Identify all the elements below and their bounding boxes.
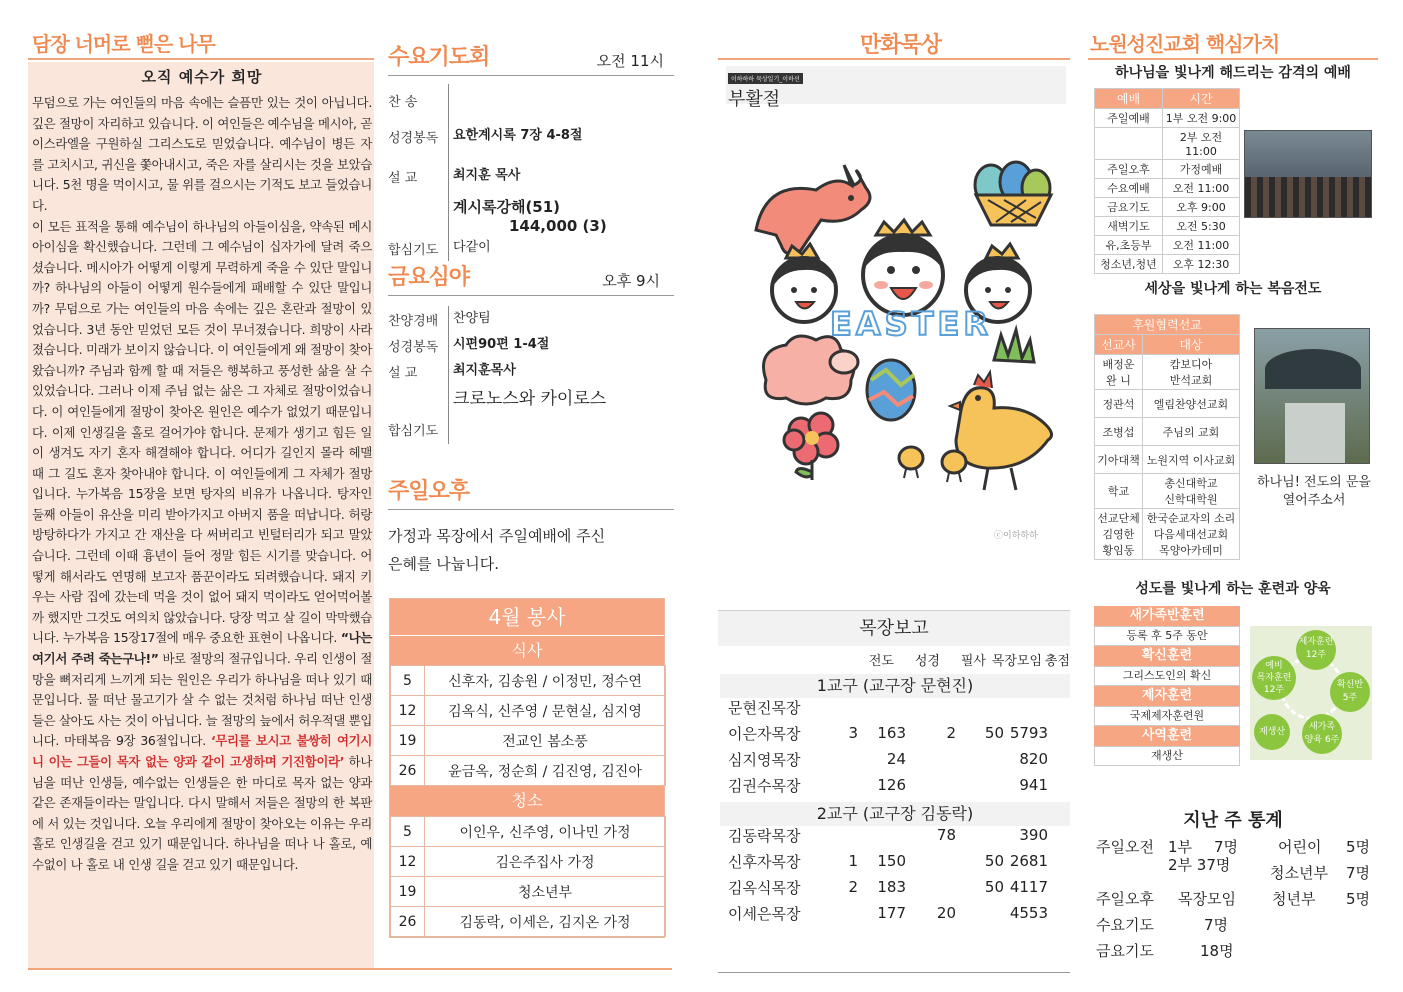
report-value: 50 <box>984 852 1004 870</box>
report-value: 50 <box>984 724 1004 742</box>
worship-type: 새벽기도 <box>1095 217 1163 236</box>
value3-title: 성도를 빛나게 하는 훈련과 양육 <box>1135 581 1331 597</box>
row-value: 찬양팀 <box>448 306 491 332</box>
stat-label: 금요기도 <box>1096 942 1154 960</box>
group-name: 김권수목장 <box>728 776 801 795</box>
stat-value: 7명 <box>1204 916 1229 934</box>
fri-service <box>388 260 674 444</box>
report-row <box>728 900 1064 926</box>
report-value: 390 <box>1019 826 1048 844</box>
stat-label: 주일오후 <box>1096 890 1154 908</box>
cycle-node: 제자훈련 12주 <box>1296 630 1336 670</box>
training-item: 국제제자훈련원 <box>1094 706 1240 726</box>
caption-line: 열어주소서 <box>1282 493 1346 508</box>
row-label: 합심기도 <box>388 423 439 439</box>
training-head: 확신훈련 <box>1094 646 1240 666</box>
easter-illustration <box>726 140 1066 550</box>
meal-head: 식사 <box>390 635 664 665</box>
stat-label: 청년부 <box>1272 890 1316 908</box>
report-value: 2681 <box>1009 852 1048 870</box>
report-row <box>728 720 1064 746</box>
schedule-date: 19 <box>391 726 425 756</box>
stat-label: 1부 <box>1168 838 1193 856</box>
training-head: 제자훈련 <box>1094 686 1240 706</box>
mission-row <box>1095 446 1240 474</box>
cartoon-header <box>726 66 1066 110</box>
report-value: 941 <box>1019 776 1048 794</box>
group-name: 김동락목장 <box>728 826 801 845</box>
stat-value: 18명 <box>1200 942 1234 960</box>
report-value: 163 <box>877 724 906 742</box>
training-cycle <box>1250 626 1372 760</box>
sun-title: 주일오후 <box>388 479 470 504</box>
fri-time: 오후 9시 <box>602 272 660 290</box>
worship-time: 오전 11:00 <box>1163 236 1240 255</box>
schedule-row <box>391 666 666 696</box>
schedule-row <box>391 907 666 937</box>
divider <box>718 58 1070 60</box>
schedule-names: 윤금옥, 정순희 / 김진영, 김진아 <box>425 756 666 786</box>
report-value: 78 <box>936 826 956 844</box>
group-name: 신후자목장 <box>728 852 801 871</box>
report-value: 24 <box>886 750 906 768</box>
wed-sermon-sub: 144,000 (3) <box>509 217 607 235</box>
fri-row-reading <box>388 332 674 358</box>
divider <box>388 75 674 76</box>
row-label: 성경봉독 <box>388 339 439 355</box>
mission-table <box>1094 314 1240 560</box>
cartoon-title: 만화묵상 <box>860 33 942 58</box>
divider <box>388 295 674 296</box>
wed-title: 수요기도회 <box>388 45 490 70</box>
fri-sermon-title: 크로노스와 카이로스 <box>448 384 606 414</box>
worship-type: 주일오후 <box>1095 160 1163 179</box>
worship-row <box>1095 128 1240 160</box>
mission-head: 후원협력선교 <box>1095 315 1240 335</box>
sun-pm-service <box>388 474 674 578</box>
sun-text-2: 은혜를 나눕니다. <box>388 555 499 573</box>
article-text-3: 하나님을 떠난 인생들, 예수없는 인생들은 한 마디로 목자 없는 양과 같은 존재들이라는 말입니다. 다시 말해서 저들은 절망의 한 복판에 서 있는 것입니다. 오늘 우리에게 절망이 찾아오는 이유는 우리 홀로 인생길을 걷고 있기 때문입니다. 하나님을 떠나 나 홀로, 예수없이 나 홀로 내 인생 길을 걷고 있기 때문입니다. <box>32 754 372 872</box>
mission-target: 엘림찬양선교회 <box>1143 390 1240 418</box>
training-item: 재생산 <box>1094 746 1240 766</box>
report-value: 20 <box>936 904 956 922</box>
mission-target: 노원지역 이사교회 <box>1143 446 1240 474</box>
article-body <box>32 93 372 876</box>
schedule-date: 26 <box>391 907 425 937</box>
schedule-names: 김동락, 이세은, 김지온 가정 <box>425 907 666 937</box>
worship-time: 가정예배 <box>1163 160 1240 179</box>
evangelism-caption <box>1244 474 1384 510</box>
worship-type: 주일예배 <box>1095 109 1163 128</box>
worship-type: 금요기도 <box>1095 198 1163 217</box>
row-value: 최지훈 목사 <box>448 156 520 196</box>
worship-time: 오전 5:30 <box>1163 217 1240 236</box>
worship-table <box>1094 88 1240 274</box>
mission-col-head: 대상 <box>1143 335 1240 355</box>
stat-label: 청소년부 <box>1270 864 1328 882</box>
report-row <box>728 848 1064 874</box>
wed-service <box>388 40 674 261</box>
fri-row-praise <box>388 306 674 332</box>
evangelism-photo <box>1254 328 1370 464</box>
stat-value: 2부 37명 <box>1168 856 1231 874</box>
fri-title: 금요심야 <box>388 265 470 290</box>
article-text-2: 바로 절망의 절규입니다. 우리 인생이 절망을 뼈저리게 느끼게 되는 원인은 우리가 하나님을 떠나 있기 때문입니다. 물 떠난 물고기가 살 수 없는 것처럼 하나님 떠난 인생들은 살아도 사는 것이 아닙니다. 늘 절망의 늪에서 허우적댈 뿐입니다. 마태복음 9장 36절입니다. <box>32 651 372 749</box>
report-row <box>728 746 1064 772</box>
schedule-date: 12 <box>391 696 425 726</box>
missionary: 정관석 <box>1095 390 1143 418</box>
row-label: 설 교 <box>388 170 418 186</box>
schedule-names: 신후자, 김송원 / 이정민, 정수연 <box>425 666 666 696</box>
row-value: 시편90편 1-4절 <box>448 332 549 358</box>
schedule-names: 김은주집사 가정 <box>425 847 666 877</box>
worship-row <box>1095 160 1240 179</box>
training-item: 그리스도인의 확신 <box>1094 666 1240 686</box>
wed-row-reading <box>388 116 674 156</box>
group2-rows <box>728 822 1064 926</box>
sun-text-1: 가정과 목장에서 주일예배에 주신 <box>388 527 606 545</box>
worship-type: 수요예배 <box>1095 179 1163 198</box>
rabbit-icon <box>756 165 870 254</box>
missionary: 기아대책 <box>1095 446 1143 474</box>
value1-title: 하나님을 빛나게 해드리는 감격의 예배 <box>1115 65 1351 81</box>
worship-row <box>1095 255 1240 274</box>
row-value <box>448 84 453 116</box>
group-name: 심지영목장 <box>728 750 801 769</box>
service-schedule <box>389 598 665 938</box>
schedule-row <box>391 877 666 907</box>
schedule-date: 12 <box>391 847 425 877</box>
stat-value: 7명 <box>1346 864 1371 882</box>
hen-icon <box>950 372 1052 490</box>
row-label: 찬양경배 <box>388 313 439 329</box>
missionary: 조병섭 <box>1095 418 1143 446</box>
article-text-1: 무덤으로 가는 여인들의 마음 속에는 슬픔만 있는 것이 아닙니다. 깊은 절망이 자리하고 있습니다. 이 여인들은 예수님을 메시아, 곧 이스라엘을 구원하실 그리스도로 믿었습니다. 예수님이 병든 자를 고치시고, 귀신을 쫓아내시고, 죽은 자를 살리시는 것을 보았습니다. 5천 명을 먹이시고, 물 위를 걸으시는 기적도 보고 들었습니다. 이 모든 표적을 통해 예수님이 하나님의 아들이심을, 약속된 메시아이심을 확신했습니다. 그런데 그 예수님이 십자가에 달려 죽으셨습니다. 메시아가 어떻게 이렇게 무력하게 죽을 수 있단 말입니까? 하나님의 아들이 어떻게 원수들에게 패배할 수 있단 말입니까? 무덤으로 가는 여인들의 마음 속에는 깊은 혼란과 절망이 있었습니다. 3년 동안 믿었던 모든 것이 무너졌습니다. 희망이 사라졌습니다. 미래가 보이지 않습니다. 이 여인들에게 왜 절망이 찾아왔습니까? 주님과 함께 할 때 저들은 행복하고 풍성한 삶을 살 수 있었습니다. 그러나 이제 주님 없는 삶은 그 자체로 절망이었습니다. 이 여인들에게 절망이 찾아온 원인은 예수가 없었기 때문입니다. 이제 인생길을 홀로 걸어가야 합니다. 문제가 생기고 힘든 일이 생겨도 자기 혼자 해결해야 합니다. 어디가 길인지 몰라 헤맬 때 그 길도 혼자 찾아내야 합니다. 이 여인들에게 그 자체가 절망입니다. 누가복음 15장을 보면 탕자의 비유가 나옵니다. 탕자인 둘째 아들이 유산을 미리 받아가지고 아버지 품을 떠납니다. 허랑방탕하다가 가지고 간 재산을 다 써버리고 빈털터리가 되고 말았습니다. 그런데 이때 흉년이 들어 정말 힘든 시기를 맞습니다. 어떻게 해서라도 연명해 보고자 품꾼이라도 되려했습니다. 돼지 키우는 사람 집에 갔는데 먹을 것이 없어 돼지 먹이라도 얻어먹어볼까 했지만 그것도 여의치 않았습니다. 당장 먹고 살 길이 막막했습니다. 누가복음 15장17절에 매우 중요한 표현이 나옵니다. <box>32 95 372 646</box>
schedule-row <box>391 756 666 786</box>
row-value <box>448 414 453 444</box>
mission-target: 한국순교자의 소리 다음세대선교회 목양아카데미 <box>1143 509 1240 560</box>
report-value: 126 <box>877 776 906 794</box>
report-value: 50 <box>984 878 1004 896</box>
worship-col-head: 예배 <box>1095 89 1163 109</box>
schedule-row <box>391 847 666 877</box>
article-quote-1: “나는 여기서 주려 죽는구나!” <box>32 630 372 667</box>
row-label: 찬 송 <box>388 94 418 110</box>
col-head: 총점 <box>1044 653 1070 669</box>
col-head: 목장모임 <box>991 653 1042 669</box>
worship-row <box>1095 217 1240 236</box>
fri-row-prayer <box>388 414 674 444</box>
report-value: 3 <box>848 724 858 742</box>
group-name: 이세은목장 <box>728 904 801 923</box>
sermon-article <box>28 62 374 968</box>
mission-target: 캄보디아 반석교회 <box>1143 355 1240 390</box>
schedule-names: 김옥식, 신주영 / 문현실, 심지영 <box>425 696 666 726</box>
group2-title: 2교구 (교구장 김동락) <box>720 802 1070 826</box>
worship-type: 유,초등부 <box>1095 236 1163 255</box>
worship-row <box>1095 109 1240 128</box>
clean-head: 청소 <box>390 786 664 816</box>
worship-time: 오후 12:30 <box>1163 255 1240 274</box>
schedule-names: 이인우, 신주영, 이나민 가정 <box>425 817 666 847</box>
schedule-row <box>391 726 666 756</box>
training-list <box>1094 606 1240 766</box>
wed-row-prayer <box>388 235 674 261</box>
worship-photo <box>1244 130 1372 218</box>
report-row <box>728 822 1064 848</box>
stat-label: 수요기도 <box>1096 916 1154 934</box>
schedule-date: 19 <box>391 877 425 907</box>
bottom-divider <box>28 968 672 970</box>
col-head: 전도 <box>868 653 894 669</box>
report-value: 4117 <box>1009 878 1048 896</box>
fri-row-sermon <box>388 358 674 384</box>
egg-icon <box>867 360 915 420</box>
schedule-date: 5 <box>391 666 425 696</box>
worship-col-head: 시간 <box>1163 89 1240 109</box>
group1-title: 1교구 (교구장 문현진) <box>720 674 1070 698</box>
mission-target: 총신대학교 신학대학원 <box>1143 474 1240 509</box>
schedule-date: 5 <box>391 817 425 847</box>
schedule-date: 26 <box>391 756 425 786</box>
divider <box>28 58 374 60</box>
row-label: 합심기도 <box>388 242 439 258</box>
article-title: 오직 예수가 희망 <box>141 68 263 86</box>
section-title-tree: 담장 너머로 뻗은 나무 <box>32 32 215 56</box>
stats-title: 지난 주 통계 <box>1183 810 1283 831</box>
sheep-icon <box>764 336 859 404</box>
row-value: 최지훈목사 <box>448 358 516 384</box>
mission-row <box>1095 418 1240 446</box>
report-value: 2 <box>848 878 858 896</box>
wed-row-hymn <box>388 84 674 116</box>
group-name: 문현진목장 <box>728 698 801 717</box>
report-row <box>728 694 1064 720</box>
worship-time: 오전 11:00 <box>1163 179 1240 198</box>
worship-row <box>1095 236 1240 255</box>
group1-rows <box>728 694 1064 798</box>
core-values-title: 노원성진교회 핵심가치 <box>1090 32 1280 56</box>
missionary: 배정운 완 니 <box>1095 355 1143 390</box>
mission-row <box>1095 390 1240 418</box>
caption-line: 하나님! 전도의 문을 <box>1257 475 1371 490</box>
flower-icon <box>784 413 838 480</box>
mission-row <box>1095 355 1240 390</box>
training-head: 새가족반훈련 <box>1094 606 1240 626</box>
row-value: 다같이 <box>448 235 491 261</box>
divider <box>388 509 674 510</box>
report-value: 150 <box>877 852 906 870</box>
stat-label: 목장모임 <box>1178 890 1236 908</box>
mission-row <box>1095 474 1240 509</box>
chicks-icon <box>899 447 966 482</box>
article-quote-2: ‘무리를 보시고 불쌍히 여기시니 이는 그들이 목자 없는 양과 같이 고생하며 기진함이라’ <box>32 733 372 769</box>
report-row <box>728 772 1064 798</box>
cycle-node: 재생산 <box>1254 714 1290 750</box>
mission-row <box>1095 509 1240 560</box>
report-row <box>728 874 1064 900</box>
value2-title: 세상을 빛나게 하는 복음전도 <box>1144 281 1322 297</box>
training-item: 등록 후 5주 동안 <box>1094 626 1240 646</box>
cartoon-tag: 이하하하 묵상일기_이하선 <box>728 73 803 84</box>
row-value: 요한계시록 7장 4-8절 <box>448 116 583 156</box>
training-head: 사역훈련 <box>1094 726 1240 746</box>
stat-value: 7명 <box>1214 838 1239 856</box>
schedule-row <box>391 817 666 847</box>
mission-col-head: 선교사 <box>1095 335 1143 355</box>
stat-value: 5명 <box>1346 890 1371 908</box>
worship-type: 청소년,청년 <box>1095 255 1163 274</box>
cartoon-credit: ⓒ이하하하 <box>994 531 1038 541</box>
grass-icon <box>994 330 1034 362</box>
divider <box>1088 58 1378 60</box>
schedule-names: 전교인 봄소풍 <box>425 726 666 756</box>
report-value: 183 <box>877 878 906 896</box>
worship-time: 오후 9:00 <box>1163 198 1240 217</box>
egg-basket-icon <box>975 162 1051 225</box>
col-head: 성경 <box>914 653 940 669</box>
report-value: 820 <box>1019 750 1048 768</box>
group-name: 김옥식목장 <box>728 878 801 897</box>
divider <box>718 972 1070 973</box>
worship-row <box>1095 198 1240 217</box>
report-value: 4553 <box>1009 904 1048 922</box>
clean-table <box>390 816 666 937</box>
col-head: 필사 <box>960 653 986 669</box>
worship-time: 1부 오전 9:00 <box>1163 109 1240 128</box>
stat-value: 5명 <box>1346 838 1371 856</box>
cycle-node: 예비 목자훈련 12주 <box>1252 656 1296 700</box>
row-label: 성경봉독 <box>388 130 439 146</box>
cycle-node: 확신반 5주 <box>1330 672 1370 712</box>
report-value: 2 <box>946 724 956 742</box>
row-label: 설 교 <box>388 365 418 381</box>
stat-label: 주일오전 <box>1096 838 1154 856</box>
schedule-row <box>391 696 666 726</box>
worship-type <box>1095 128 1163 160</box>
report-header <box>718 646 1070 672</box>
schedule-names: 청소년부 <box>425 877 666 907</box>
worship-time: 2부 오전11:00 <box>1163 128 1240 160</box>
missionary: 학교 <box>1095 474 1143 509</box>
cycle-node: 새가족 양육 6주 <box>1302 714 1342 754</box>
report-value: 5793 <box>1009 724 1048 742</box>
schedule-title: 4월 봉사 <box>390 599 664 635</box>
report-title: 목장보고 <box>718 610 1070 646</box>
meal-table <box>390 665 666 786</box>
missionary: 선교단체 김영한 황임동 <box>1095 509 1143 560</box>
worship-row <box>1095 179 1240 198</box>
group-name: 이은자목장 <box>728 724 801 743</box>
cartoon-subtitle: 부활절 <box>728 89 781 110</box>
wed-row-sermon <box>388 156 674 196</box>
report-value: 177 <box>877 904 906 922</box>
mission-target: 주님의 교회 <box>1143 418 1240 446</box>
stat-label: 어린이 <box>1278 838 1322 856</box>
wed-time: 오전 11시 <box>596 52 664 70</box>
easter-text: EASTER <box>830 305 992 343</box>
report-value: 1 <box>848 852 858 870</box>
wed-sermon-title: 계시록강해(51) <box>453 198 561 216</box>
